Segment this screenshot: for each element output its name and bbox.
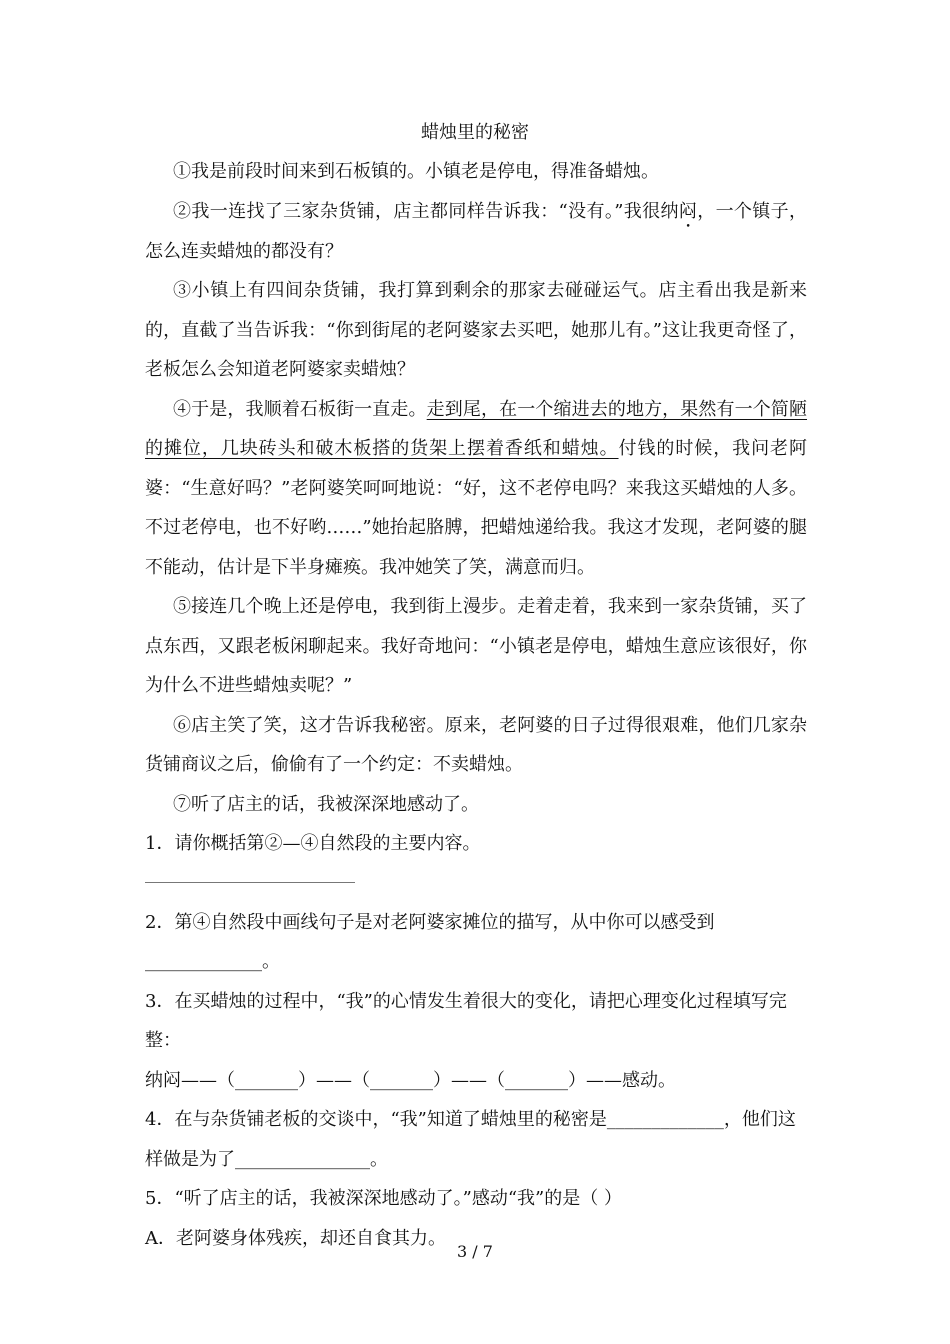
- question-3: 3．在买蜡烛的过程中，“我”的心情发生着很大的变化，请把心理变化过程填写完整：: [145, 990, 787, 1051]
- article-body: [145, 152, 807, 1258]
- article-title: 蜡烛里的秘密: [421, 122, 529, 143]
- paragraph-4-text-a: ④于是，我顺着石板街一直走。: [173, 398, 427, 420]
- paragraph-7: ⑦听了店主的话，我被深深地感动了。: [173, 793, 479, 815]
- paragraph-2-text-b: ，一个镇子，怎么连卖蜡烛的都没有？: [145, 200, 808, 262]
- answer-line-q1[interactable]: [145, 882, 355, 883]
- paragraph-2-text-a: ②我一连找了三家杂货铺，店主都同样告诉我：“没有。”我很纳: [173, 200, 679, 222]
- paragraph-2: [145, 192, 807, 272]
- underlined-sentence: 走到尾，在一个缩进去的地方，果然有一个简陋的摊位，几块砖头和破木板搭的货架上摆着香纸和蜡烛。: [145, 398, 808, 459]
- paragraph-3: ③小镇上有四间杂货铺，我打算到剩余的那家去碰碰运气。店主看出我是新来的，直截了当告诉我：“你到街尾的老阿婆家去买吧，她那儿有。”这让我更奇怪了，老板怎么会知道老阿婆家卖蜡烛？: [145, 280, 807, 380]
- question-4: 4．在与杂货铺老板的交谈中，“我”知道了蜡烛里的秘密是_____________，他们这样做是为了_______________。: [145, 1109, 796, 1170]
- question-5-option-a: A．老阿婆身体残疾，却还自食其力。: [145, 1227, 446, 1249]
- paragraph-4-text-b: 付钱的时候，我问老阿婆：“生意好吗？”老阿婆笑呵呵地说：“好，这不老停电吗？来我这买蜡烛的人多。不过老停电，也不好哟……”她抬起胳膊，把蜡烛递给我。我这才发现，老阿婆的腿不能动，估计是下半身瘫痪。我冲她笑了笑，满意而归。: [145, 438, 808, 578]
- question-5: 5．“听了店主的话，我被深深地感动了。”感动“我”的是（ ）: [145, 1188, 622, 1209]
- question-3-chain: 纳闷——（_______）——（_______）——（_______）——感动。: [145, 1069, 676, 1091]
- paragraph-5: ⑤接连几个晚上还是停电，我到街上漫步。走着走着，我来到一家杂货铺，买了点东西，又跟老板闲聊起来。我好奇地问：“小镇老是停电，蜡烛生意应该很好，你为什么不进些蜡烛卖呢？”: [145, 596, 807, 696]
- question-2: 2．第④自然段中画线句子是对老阿婆家摊位的描写，从中你可以感受到_____________。: [145, 911, 715, 972]
- paragraph-6: ⑥店主笑了笑，这才告诉我秘密。原来，老阿婆的日子过得很艰难，他们几家杂货铺商议之后，偷偷有了一个约定：不卖蜡烛。: [145, 714, 807, 775]
- paragraph-1: ①我是前段时间来到石板镇的。小镇老是停电，得准备蜡烛。: [173, 161, 659, 182]
- emphasized-word: 闷: [678, 200, 698, 222]
- question-1: 1．请你概括第②—④自然段的主要内容。: [145, 833, 481, 854]
- paragraph-4: [145, 390, 807, 588]
- page-number: 3 / 7: [457, 1242, 493, 1261]
